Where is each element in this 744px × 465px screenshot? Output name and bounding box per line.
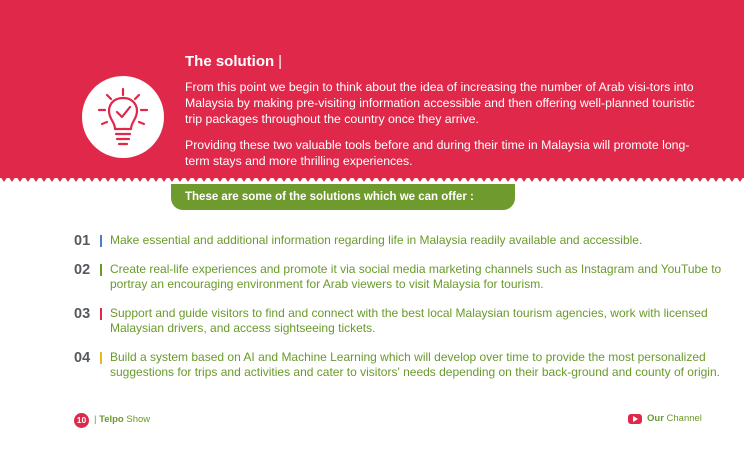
item-bar [100, 235, 102, 247]
our-channel-link[interactable] [647, 413, 702, 424]
item-text: Make essential and additional information regarding life in Malaysia readily available and accessible. [110, 233, 643, 247]
solution-title-text: The solution [185, 53, 275, 70]
offer-heading: These are some of the solutions which we can offer : [171, 184, 515, 210]
item-bar [100, 352, 102, 364]
youtube-icon[interactable] [628, 414, 642, 424]
solution-title [185, 53, 282, 70]
item-text: Build a system based on AI and Machine Learning which will develop over time to provide the most personalized suggestions for trips and activities and cater to visitors' needs depending on their back-ground and county of origin. [110, 350, 720, 379]
item-number: 02 [74, 262, 91, 278]
footer-separator: | [94, 414, 97, 425]
footer-brand-bold: Telpo [99, 414, 124, 425]
item-number: 04 [74, 350, 91, 366]
item-number: 01 [74, 233, 91, 249]
lightbulb-check-icon [82, 76, 164, 158]
item-number: 03 [74, 306, 91, 322]
footer-brand [94, 414, 150, 425]
title-separator: | [278, 53, 283, 70]
page-number-badge: 10 [74, 413, 89, 428]
solution-paragraph-1: From this point we begin to think about the idea of increasing the number of Arab visi-tors into Malaysia by making pre-visiting information accessible and then offering well-planned touristic trip packages throughout the country once they arrive. [185, 80, 695, 126]
footer-brand-rest: Show [123, 414, 151, 425]
solution-paragraph-2: Providing these two valuable tools before and during their time in Malaysia will promote long-term stays and more thrilling experiences. [185, 138, 690, 168]
channel-rest: Channel [663, 413, 702, 424]
item-bar [100, 264, 102, 276]
item-text: Create real-life experiences and promote it via social media marketing channels such as Instagram and YouTube to portray an encouraging environment for Arab viewers to visit Malaysia for tourism. [110, 262, 722, 291]
channel-bold: Our [647, 413, 664, 424]
zigzag-edge [0, 176, 744, 184]
item-text: Support and guide visitors to find and connect with the best local Malaysian tourism agencies, work with licensed Malaysian drivers, and access sightseeing tickets. [110, 306, 708, 335]
item-bar [100, 308, 102, 320]
